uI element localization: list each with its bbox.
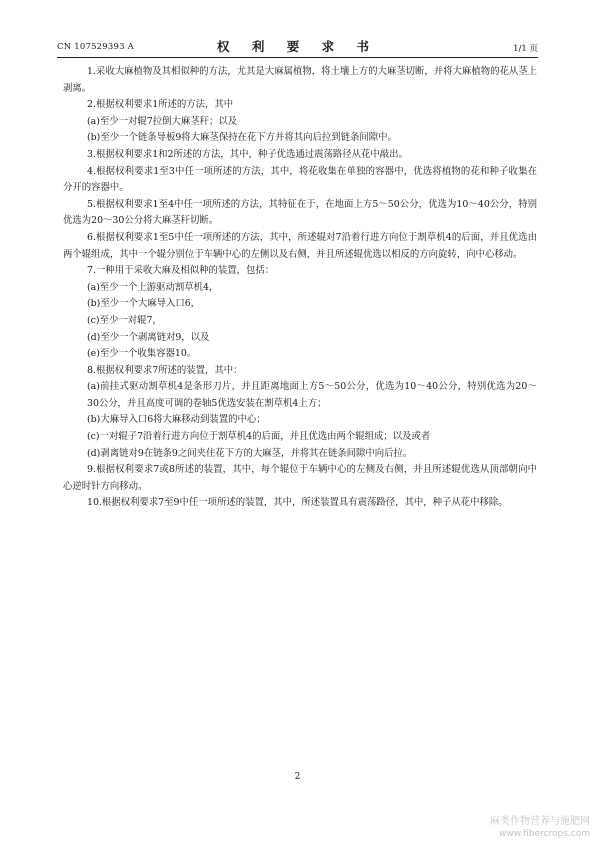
claim-sub-item: (b)至少一个链条导板9将大麻茎保持在花下方并将其向后拉到链条间隙中。 [87,132,397,144]
claim-paragraph: 4.根据权利要求1至3中任一项所述的方法，其中，将花收集在单独的容器中，优选将植物的花和种子收集在分开的容器中。 [63,165,537,194]
watermark-name: 麻类作物营养与施肥网 [490,816,590,827]
claim-paragraph: 7.一种用于采收大麻及相似种的装置，包括： [87,265,275,277]
claim-sub-item: (a)前挂式驱动割草机4是条形刀片，并且距离地面上方5～50公分，优选为10～40公分，特别优选为20～30公分，并且高度可调的卷轴5优选安装在割草机4上方； [87,381,537,409]
claim-paragraph: 1.采收大麻植物及其相似种的方法，尤其是大麻属植物，将土壤上方的大麻茎切断，并将大麻植物的花从茎上剥离。 [63,66,537,94]
claim-sub-item: (d)至少一个剥离链对9，以及 [87,331,210,343]
page-indicator: 1/1 页 [513,44,538,54]
claim-sub-item: (b)大麻导入口6将大麻移动到装置的中心； [87,414,266,426]
claim-sub-item: (c)一对辊子7沿着行进方向位于割草机4的后面，并且优选由两个辊组成；以及或者 [87,431,431,443]
header-rule [57,57,538,58]
watermark [470,815,590,841]
claim-paragraph: 3.根据权利要求1和2所述的方法，其中，种子优选通过震荡路径从花中敲出。 [87,148,408,160]
claim-sub-item: (e)至少一个收集容器10。 [87,348,197,360]
claim-sub-item: (d)剥离链对9在链条9之间夹住花下方的大麻茎，并将其在链条间隙中向后拉。 [87,447,413,459]
claim-paragraph: 5.根据权利要求1至4中任一项所述的方法，其特征在于，在地面上方5～50公分，优选为10～40公分，特别优选为20～30公分将大麻茎秆切断。 [63,198,537,227]
claims-body [63,64,537,512]
document-title: 权 利 要 求 书 [217,39,378,54]
claim-sub-item: (a)至少一个上游驱动割草机4， [87,281,219,293]
claim-paragraph: 10.根据权利要求7至9中任一项所述的装置，其中，所述装置具有震荡路径，其中，种子从花中移除。 [87,497,508,509]
claim-sub-item: (a)至少一对辊7拉倒大麻茎秆；以及 [87,115,238,127]
claim-sub-item: (c)至少一对辊7， [87,314,162,326]
page-number: 2 [294,772,301,782]
claim-paragraph: 8.根据权利要求7所述的装置，其中： [87,364,243,376]
claim-paragraph: 2.根据权利要求1所述的方法，其中 [87,99,234,111]
page-header [57,36,538,56]
watermark-url: www.fibercrops.com [499,829,590,839]
claim-sub-item: (b)至少一个大麻导入口6， [87,298,201,310]
claim-paragraph: 9.根据权利要求7或8所述的装置，其中，每个辊位于车辆中心的左侧及右侧，并且所述辊优选从顶部朝向中心逆时针方向移动。 [63,464,537,492]
publication-number: CN 107529393 A [57,42,134,52]
claim-paragraph: 6.根据权利要求1至5中任一项所述的方法，其中，所述辊对7沿着行进方向位于割草机4的后面，并且优选由两个辊组成，其中一个辊分别位于车辆中心的左侧以及右侧，并且所述辊优选以相反的方向旋转，向中心移动。 [63,231,537,260]
